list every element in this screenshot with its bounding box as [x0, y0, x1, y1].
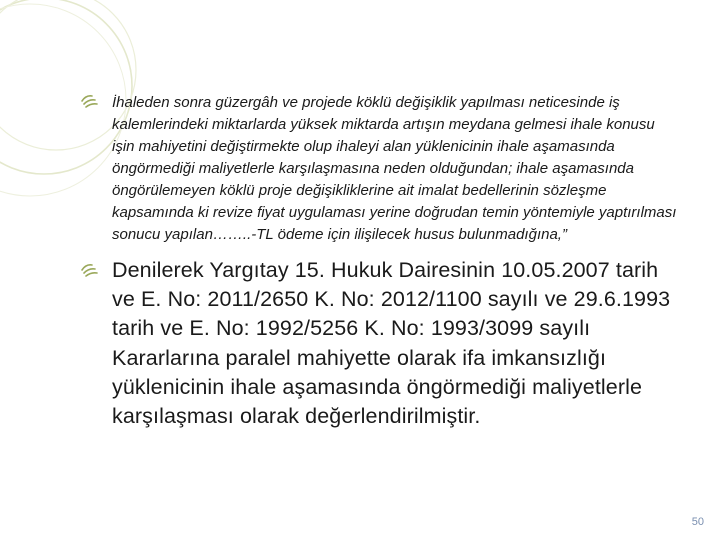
page-number: 50	[691, 516, 704, 528]
curved-bullet-icon	[80, 263, 98, 277]
slide-content	[80, 92, 680, 431]
curved-bullet-icon	[80, 94, 98, 108]
bullet-item-quote	[80, 92, 680, 246]
quote-paragraph: İhaleden sonra güzergâh ve projede köklü değişiklik yapılması neticesinde iş kalemlerindeki miktarlarda yüksek miktarda artışın meydana gelmesi ihale konusu işin mahiyetini değiştirmekte olup ihaleyi alan yüklenicinin ihale aşamasında öngörmediği maliyetlerle karşılaşmasına neden olduğundan; ihale aşamasında öngörülemeyen köklü proje değişikliklerine ait imalat bedellerinin sözleşme kapsamında ki revize fiyat uygulaması yerine doğrudan temin yöntemiyle yaptırılması sonucu yapılan……..-TL ödeme için ilişilecek husus bulunmadığına,”	[112, 94, 677, 243]
conclusion-paragraph: Denilerek Yargıtay 15. Hukuk Dairesinin 10.05.2007 tarih ve E. No: 2011/2650 K. No: 2012/1100 sayılı ve 29.6.1993 tarih ve E. No: 1992/5256 K. No: 1993/3099 sayılı Kararlarına paralel mahiyette olarak ifa imkansızlığı yüklenicinin ihale aşamasında öngörmediği maliyetlerle karşılaşması olarak değerlendirilmiştir.	[112, 258, 671, 429]
bullet-item-conclusion	[80, 256, 680, 431]
